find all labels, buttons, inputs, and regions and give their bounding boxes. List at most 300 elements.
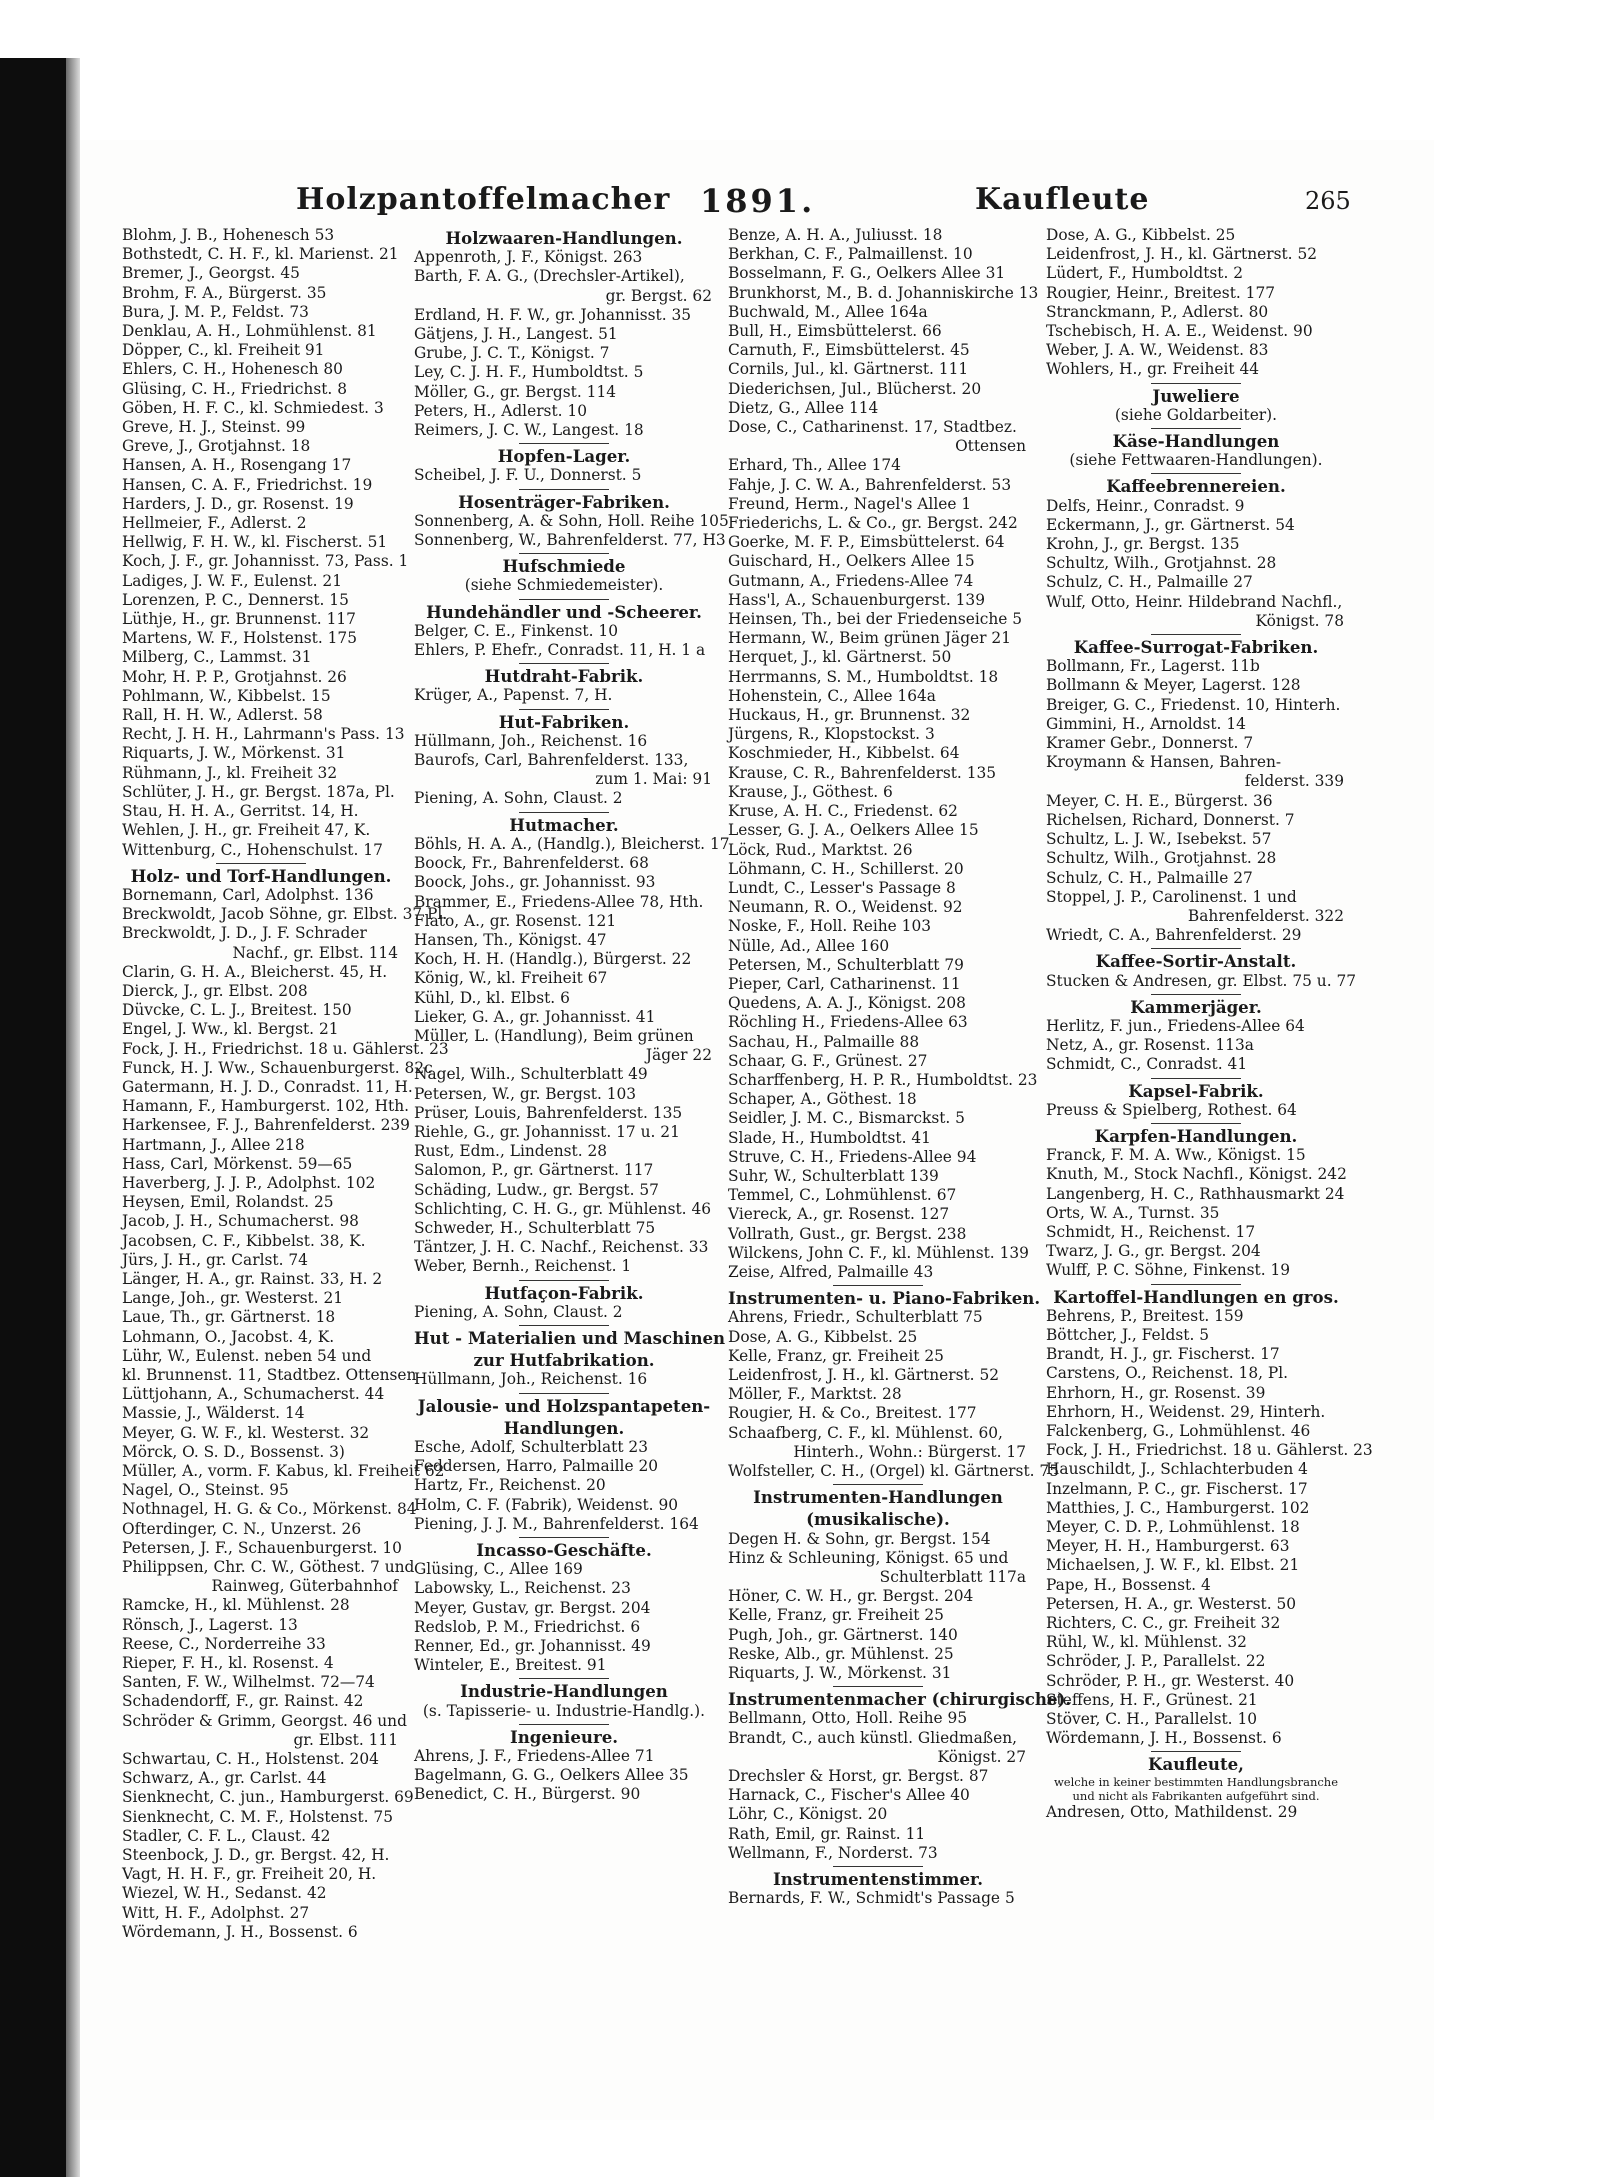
directory-entry: Fock, J. H., Friedrichst. 18 u. Gählerst. 23 bbox=[1046, 1441, 1373, 1460]
directory-entry: Breckwoldt, J. D., J. F. Schrader bbox=[122, 924, 367, 943]
directory-entry: Riquarts, J. W., Mörkenst. 31 bbox=[728, 1664, 952, 1683]
directory-entry: Vagt, H. H. F., gr. Freiheit 20, H. bbox=[122, 1865, 377, 1884]
directory-entry: Degen H. & Sohn, gr. Bergst. 154 bbox=[728, 1529, 991, 1548]
directory-entry: Kroymann & Hansen, Bahren- bbox=[1046, 753, 1282, 772]
section-note: (s. Tapisserie- u. Industrie-Handlg.). bbox=[422, 1701, 706, 1720]
entry-continuation: zum 1. Mai: 91 bbox=[595, 770, 712, 789]
directory-entry: Hüllmann, Joh., Reichenst. 16 bbox=[414, 731, 648, 750]
directory-entry: Lüthje, H., gr. Brunnenst. 117 bbox=[122, 610, 356, 629]
directory-entry: Herquet, J., kl. Gärtnerst. 50 bbox=[728, 648, 952, 667]
directory-entry: Quedens, A. A. J., Königst. 208 bbox=[728, 994, 966, 1013]
entry-continuation: Jäger 22 bbox=[645, 1046, 712, 1065]
directory-entry: Düvcke, C. L. J., Breitest. 150 bbox=[122, 1001, 352, 1020]
entry-continuation: kl. Brunnenst. 11, Stadtbez. Ottensen bbox=[122, 1365, 417, 1384]
directory-entry: Harkensee, F. J., Bahrenfelderst. 239 bbox=[122, 1116, 410, 1135]
directory-entry: Schaper, A., Göthest. 18 bbox=[728, 1090, 917, 1109]
directory-entry: Kramer Gebr., Donnerst. 7 bbox=[1046, 734, 1254, 753]
directory-entry: Berkhan, C. F., Palmaillenst. 10 bbox=[728, 245, 973, 264]
directory-entry: Brandt, H. J., gr. Fischerst. 17 bbox=[1046, 1345, 1280, 1364]
directory-entry: Länger, H. A., gr. Rainst. 33, H. 2 bbox=[122, 1269, 383, 1288]
header-year: 1891. bbox=[700, 182, 816, 220]
directory-entry: Richelsen, Richard, Donnerst. 7 bbox=[1046, 810, 1295, 829]
section-rule bbox=[519, 709, 609, 710]
directory-entry: Rust, Edm., Lindenst. 28 bbox=[414, 1142, 608, 1161]
directory-entry: Hass, Carl, Mörkenst. 59—65 bbox=[122, 1154, 353, 1173]
directory-entry: Buchwald, M., Allee 164a bbox=[728, 302, 928, 321]
directory-entry: Fahje, J. C. W. A., Bahrenfelderst. 53 bbox=[728, 475, 1012, 494]
section-rule bbox=[1151, 634, 1241, 635]
section-heading: Hut - Materialien und Maschinen bbox=[414, 1327, 726, 1348]
directory-entry: Löhmann, C. H., Schillerst. 20 bbox=[728, 859, 964, 878]
directory-entry: Wolfsteller, C. H., (Orgel) kl. Gärtnerst. 75 bbox=[728, 1462, 1059, 1480]
directory-entry: Fock, J. H., Friedrichst. 18 u. Gählerst. 23 bbox=[122, 1039, 449, 1058]
directory-entry: Kühl, D., kl. Elbst. 6 bbox=[414, 988, 570, 1007]
directory-entry: Harders, J. D., gr. Rosenst. 19 bbox=[122, 494, 354, 513]
directory-entry: Twarz, J. G., gr. Bergst. 204 bbox=[1046, 1242, 1261, 1261]
directory-entry: Breiger, G. C., Friedenst. 10, Hinterh. bbox=[1046, 695, 1341, 714]
section-heading: Kaufleute, bbox=[1148, 1754, 1244, 1775]
directory-entry: Koch, H. H. (Handlg.), Bürgerst. 22 bbox=[414, 950, 692, 969]
directory-entry: Hermann, W., Beim grünen Jäger 21 bbox=[728, 629, 1011, 648]
directory-entry: Schwartau, C. H., Holstenst. 204 bbox=[122, 1750, 379, 1769]
directory-entry: Schröder, J. P., Parallelst. 22 bbox=[1046, 1652, 1266, 1671]
directory-entry: Salomon, P., gr. Gärtnerst. 117 bbox=[414, 1161, 654, 1180]
section-rule bbox=[519, 1325, 609, 1326]
section-heading: Instrumentenstimmer. bbox=[772, 1869, 984, 1890]
directory-entry: Reese, C., Norderreihe 33 bbox=[122, 1634, 326, 1653]
directory-entry: Ahrens, Friedr., Schulterblatt 75 bbox=[728, 1308, 983, 1327]
directory-entry: Andresen, Otto, Mathildenst. 29 bbox=[1046, 1802, 1298, 1821]
directory-entry: Eckermann, J., gr. Gärtnerst. 54 bbox=[1046, 515, 1295, 534]
directory-entry: Seidler, J. M. C., Bismarckst. 5 bbox=[728, 1109, 965, 1128]
directory-entry: Drechsler & Horst, gr. Bergst. 87 bbox=[728, 1767, 989, 1786]
directory-entry: Martens, W. F., Holstenst. 175 bbox=[122, 629, 358, 648]
section-heading: Hosenträger-Fabriken. bbox=[458, 491, 670, 512]
directory-entry: Dietz, G., Allee 114 bbox=[728, 398, 879, 417]
directory-entry: Esche, Adolf, Schulterblatt 23 bbox=[414, 1437, 649, 1456]
section-note: und nicht als Fabrikanten aufgeführt sind. bbox=[1072, 1788, 1320, 1803]
section-rule bbox=[216, 863, 306, 864]
section-rule bbox=[519, 489, 609, 490]
directory-entry: Reimers, J. C. W., Langest. 18 bbox=[414, 421, 644, 440]
directory-entry: Santen, F. W., Wilhelmst. 72—74 bbox=[122, 1673, 375, 1692]
directory-entry: Schwarz, A., gr. Carlst. 44 bbox=[122, 1769, 327, 1788]
directory-entry: Flato, A., gr. Rosenst. 121 bbox=[414, 911, 617, 930]
directory-entry: Nothnagel, H. G. & Co., Mörkenst. 84 bbox=[122, 1500, 417, 1519]
directory-entry: Mörck, O. S. D., Bossenst. 3) bbox=[122, 1442, 345, 1461]
directory-entry: Erdland, H. F. W., gr. Johannisst. 35 bbox=[414, 305, 692, 324]
directory-entry: Carnuth, F., Eimsbüttelerst. 45 bbox=[728, 341, 970, 360]
directory-entry: Michaelsen, J. W. F., kl. Elbst. 21 bbox=[1046, 1556, 1300, 1575]
directory-entry: Greve, J., Grotjahnst. 18 bbox=[122, 437, 311, 456]
section-rule bbox=[519, 812, 609, 813]
directory-entry: Massie, J., Wälderst. 14 bbox=[122, 1404, 305, 1423]
directory-entry: Meyer, C. H. E., Bürgerst. 36 bbox=[1046, 791, 1273, 810]
section-rule bbox=[1151, 473, 1241, 474]
directory-entry: Hellwig, F. H. W., kl. Fischerst. 51 bbox=[122, 533, 388, 552]
directory-entry: Wördemann, J. H., Bossenst. 6 bbox=[1046, 1729, 1282, 1748]
directory-entry: Labowsky, L., Reichenst. 23 bbox=[414, 1579, 631, 1598]
page-number: 265 bbox=[1305, 187, 1351, 215]
directory-entry: Sienknecht, C. M. F., Holstenst. 75 bbox=[122, 1807, 394, 1826]
directory-entry: Weber, Bernh., Reichenst. 1 bbox=[414, 1257, 632, 1276]
directory-entry: Huckaus, H., gr. Brunnenst. 32 bbox=[728, 706, 971, 725]
directory-entry: Schadendorff, F., gr. Rainst. 42 bbox=[122, 1692, 364, 1711]
directory-entry: Wittenburg, C., Hohenschulst. 17 bbox=[122, 840, 383, 859]
entry-continuation: Rainweg, Güterbahnhof bbox=[211, 1577, 398, 1596]
directory-entry: Gätjens, J. H., Langest. 51 bbox=[414, 325, 618, 344]
section-rule bbox=[519, 1537, 609, 1538]
directory-entry: Jacob, J. H., Schumacherst. 98 bbox=[122, 1212, 359, 1231]
header-left-title: Holzpantoffelmacher bbox=[296, 182, 671, 217]
directory-entry: Wördemann, J. H., Bossenst. 6 bbox=[122, 1922, 358, 1941]
directory-entry: Hansen, A. H., Rosengang 17 bbox=[122, 456, 352, 475]
directory-entry: Recht, J. H. H., Lahrmann's Pass. 13 bbox=[122, 725, 405, 744]
directory-entry: Möller, F., Marktst. 28 bbox=[728, 1385, 902, 1404]
directory-entry: Feddersen, Harro, Palmaille 20 bbox=[414, 1457, 659, 1476]
directory-entry: Behrens, P., Breitest. 159 bbox=[1046, 1306, 1244, 1325]
directory-entry: Vollrath, Gust., gr. Bergst. 238 bbox=[728, 1224, 967, 1243]
section-heading: Kartoffel-Handlungen en gros. bbox=[1053, 1286, 1339, 1307]
directory-entry: Reske, Alb., gr. Mühlenst. 25 bbox=[728, 1644, 954, 1663]
section-heading: Ingenieure. bbox=[509, 1726, 619, 1747]
entry-continuation: Ottensen bbox=[955, 437, 1026, 456]
directory-entry: Gatermann, H. J. D., Conradst. 11, H. bbox=[122, 1077, 413, 1096]
directory-entry: Benedict, C. H., Bürgerst. 90 bbox=[414, 1785, 641, 1804]
directory-entry: Sonnenberg, W., Bahrenfelderst. 77, H3 bbox=[414, 531, 726, 550]
directory-entry: Goerke, M. F. P., Eimsbüttelerst. 64 bbox=[728, 533, 1005, 552]
directory-entry: Schulz, C. H., Palmaille 27 bbox=[1046, 868, 1253, 887]
directory-entry: Rühmann, J., kl. Freiheit 32 bbox=[122, 763, 338, 782]
directory-entry: Rieper, F. H., kl. Rosenst. 4 bbox=[122, 1654, 334, 1673]
directory-entry: Meyer, H. H., Hamburgerst. 63 bbox=[1046, 1537, 1290, 1556]
directory-entry: Cornils, Jul., kl. Gärtnerst. 111 bbox=[728, 360, 969, 379]
directory-entry: Wehlen, J. H., gr. Freiheit 47, K. bbox=[122, 821, 371, 840]
section-heading: Hundehändler und -Scheerer. bbox=[426, 601, 702, 622]
entry-continuation: Nachf., gr. Elbst. 114 bbox=[232, 943, 398, 962]
section-heading: Industrie-Handlungen bbox=[460, 1681, 668, 1702]
section-rule bbox=[1151, 948, 1241, 949]
section-rule bbox=[1151, 428, 1241, 429]
section-heading: Hopfen-Lager. bbox=[497, 446, 631, 467]
directory-column-1 bbox=[122, 226, 449, 1942]
directory-entry: Pohlmann, W., Kibbelst. 15 bbox=[122, 686, 331, 705]
directory-entry: Lüdert, F., Humboldtst. 2 bbox=[1046, 264, 1244, 283]
directory-entry: Göben, H. F. C., kl. Schmiedest. 3 bbox=[122, 398, 384, 417]
directory-entry: Jürgens, R., Klopstockst. 3 bbox=[728, 725, 935, 744]
directory-entry: Löhr, C., Königst. 20 bbox=[728, 1805, 888, 1824]
directory-entry: Bull, H., Eimsbüttelerst. 66 bbox=[728, 322, 942, 341]
directory-entry: Renner, Ed., gr. Johannisst. 49 bbox=[414, 1637, 651, 1656]
section-rule bbox=[519, 553, 609, 554]
section-rule bbox=[1151, 994, 1241, 995]
section-heading: Incasso-Geschäfte. bbox=[476, 1540, 652, 1560]
directory-entry: Benze, A. H. A., Juliusst. 18 bbox=[728, 226, 943, 244]
directory-entry: Winteler, E., Breitest. 91 bbox=[414, 1656, 607, 1675]
directory-entry: Piening, A. Sohn, Claust. 2 bbox=[414, 1302, 623, 1321]
directory-entry: Hamann, F., Hamburgerst. 102, Hth. bbox=[122, 1097, 410, 1116]
directory-entry: Schaafberg, C. F., kl. Mühlenst. 60, bbox=[728, 1423, 1003, 1442]
section-heading: Jalousie- und Holzspantapeten- bbox=[417, 1395, 711, 1416]
directory-entry: Wiezel, W. H., Sedanst. 42 bbox=[122, 1884, 327, 1903]
directory-entry: Baurofs, Carl, Bahrenfelderst. 133, bbox=[414, 751, 689, 770]
directory-entry: Hinz & Schleuning, Königst. 65 und bbox=[728, 1548, 1009, 1567]
directory-entry: Diederichsen, Jul., Blücherst. 20 bbox=[728, 379, 982, 398]
entry-continuation: Bahrenfelderst. 322 bbox=[1187, 906, 1344, 925]
directory-entry: Hartmann, J., Allee 218 bbox=[122, 1135, 305, 1154]
directory-entry: Hass'l, A., Schauenburgerst. 139 bbox=[728, 590, 985, 609]
directory-entry: Appenroth, J. F., Königst. 263 bbox=[414, 248, 643, 267]
directory-entry: Schulz, C. H., Palmaille 27 bbox=[1046, 573, 1253, 592]
directory-entry: Steenbock, J. D., gr. Bergst. 42, H. bbox=[122, 1846, 390, 1865]
section-heading: Hutdraht-Fabrik. bbox=[484, 666, 644, 687]
section-heading: Handlungen. bbox=[503, 1417, 625, 1438]
entry-continuation: felderst. 339 bbox=[1244, 772, 1344, 791]
directory-entry: Preuss & Spielberg, Rothest. 64 bbox=[1046, 1100, 1297, 1119]
section-heading: Hutfaçon-Fabrik. bbox=[484, 1282, 644, 1303]
directory-entry: Breckwoldt, Jacob Söhne, gr. Elbst. 37 Pl. bbox=[122, 905, 448, 924]
directory-entry: Blohm, J. B., Hohenesch 53 bbox=[122, 226, 335, 244]
header-right-title: Kaufleute bbox=[975, 182, 1150, 217]
directory-entry: Schultz, Wilh., Grotjahnst. 28 bbox=[1046, 554, 1277, 573]
directory-entry: Nagel, Wilh., Schulterblatt 49 bbox=[414, 1065, 648, 1084]
directory-entry: Steffens, H. F., Grünest. 21 bbox=[1046, 1690, 1258, 1709]
directory-entry: Franck, F. M. A. Ww., Königst. 15 bbox=[1046, 1146, 1306, 1165]
directory-entry: Redslob, P. M., Friedrichst. 6 bbox=[414, 1617, 641, 1636]
directory-entry: Rall, H. H. W., Adlerst. 58 bbox=[122, 706, 323, 725]
directory-entry: Peters, H., Adlerst. 10 bbox=[414, 401, 588, 420]
directory-entry: Scheibel, J. F. U., Donnerst. 5 bbox=[414, 466, 642, 485]
directory-entry: Riquarts, J. W., Mörkenst. 31 bbox=[122, 744, 346, 763]
directory-entry: Heysen, Emil, Rolandst. 25 bbox=[122, 1193, 334, 1212]
directory-entry: Knuth, M., Stock Nachfl., Königst. 242 bbox=[1046, 1165, 1347, 1184]
directory-entry: Petersen, M., Schulterblatt 79 bbox=[728, 955, 964, 974]
directory-entry: Ehrhorn, H., Weidenst. 29, Hinterh. bbox=[1046, 1402, 1326, 1421]
section-rule bbox=[519, 599, 609, 600]
directory-entry: Schweder, H., Schulterblatt 75 bbox=[414, 1218, 656, 1237]
directory-entry: Schultz, Wilh., Grotjahnst. 28 bbox=[1046, 849, 1277, 868]
directory-entry: Glüsing, C., Allee 169 bbox=[414, 1560, 583, 1579]
directory-entry: Riehle, G., gr. Johannisst. 17 u. 21 bbox=[414, 1122, 680, 1141]
directory-entry: Philippsen, Chr. C. W., Göthest. 7 und bbox=[122, 1558, 415, 1577]
directory-entry: Löck, Rud., Marktst. 26 bbox=[728, 840, 913, 859]
section-heading: Hufschmiede bbox=[502, 556, 626, 577]
directory-entry: Lühr, W., Eulenst. neben 54 und bbox=[122, 1346, 372, 1365]
directory-entry: Herrmanns, S. M., Humboldtst. 18 bbox=[728, 667, 999, 686]
directory-entry: Hartz, Fr., Reichenst. 20 bbox=[414, 1476, 606, 1495]
directory-entry: Lange, Joh., gr. Westerst. 21 bbox=[122, 1289, 344, 1308]
directory-entry: Wohlers, H., gr. Freiheit 44 bbox=[1046, 360, 1260, 379]
section-rule bbox=[833, 1686, 923, 1687]
directory-entry: Hansen, C. A. F., Friedrichst. 19 bbox=[122, 475, 373, 494]
section-heading: Juweliere bbox=[1152, 385, 1240, 406]
directory-entry: Ahrens, J. F., Friedens-Allee 71 bbox=[414, 1747, 655, 1766]
directory-entry: Langenberg, H. C., Rathhausmarkt 24 bbox=[1046, 1184, 1345, 1203]
directory-entry: Orts, W. A., Turnst. 35 bbox=[1046, 1203, 1220, 1222]
directory-entry: Bellmann, Otto, Holl. Reihe 95 bbox=[728, 1709, 968, 1728]
entry-continuation: Königst. 27 bbox=[937, 1747, 1026, 1766]
directory-entry: Wulff, P. C. Söhne, Finkenst. 19 bbox=[1046, 1261, 1291, 1280]
directory-entry: Pugh, Joh., gr. Gärtnerst. 140 bbox=[728, 1625, 958, 1644]
book-binding-shadow bbox=[0, 58, 66, 2177]
directory-entry: Lüttjohann, A., Schumacherst. 44 bbox=[122, 1385, 385, 1404]
directory-entry: Noske, F., Holl. Reihe 103 bbox=[728, 917, 932, 936]
directory-entry: Ehrhorn, H., gr. Rosenst. 39 bbox=[1046, 1383, 1266, 1402]
directory-entry: Bura, J. M. P., Feldst. 73 bbox=[122, 302, 309, 321]
directory-entry: Stoppel, J. P., Carolinenst. 1 und bbox=[1046, 887, 1297, 906]
directory-entry: Richters, C. C., gr. Freiheit 32 bbox=[1046, 1614, 1281, 1633]
section-heading: Instrumentenmacher (chirurgische). bbox=[728, 1689, 1072, 1710]
entry-continuation: Schulterblatt 117a bbox=[879, 1568, 1026, 1587]
directory-entry: Müller, A., vorm. F. Kabus, kl. Freiheit 62 bbox=[122, 1462, 445, 1480]
directory-entry: Weber, J. A. W., Weidenst. 83 bbox=[1046, 341, 1269, 360]
directory-entry: Lorenzen, P. C., Dennerst. 15 bbox=[122, 590, 349, 609]
section-heading: (musikalische). bbox=[806, 1509, 950, 1530]
directory-entry: Gutmann, A., Friedens-Allee 74 bbox=[728, 571, 974, 590]
directory-entry: Pape, H., Bossenst. 4 bbox=[1046, 1575, 1211, 1594]
directory-entry: Milberg, C., Lammst. 31 bbox=[122, 648, 312, 667]
directory-entry: Netz, A., gr. Rosenst. 113a bbox=[1046, 1036, 1254, 1055]
directory-entry: Brohm, F. A., Bürgerst. 35 bbox=[122, 283, 327, 302]
directory-entry: Jacobsen, C. F., Kibbelst. 38, K. bbox=[122, 1231, 366, 1250]
directory-column-3 bbox=[728, 226, 1072, 1908]
directory-entry: Stöver, C. H., Parallelst. 10 bbox=[1046, 1710, 1258, 1729]
directory-entry: Schröder & Grimm, Georgst. 46 und bbox=[122, 1711, 407, 1730]
directory-entry: Lieker, G. A., gr. Johannisst. 41 bbox=[414, 1007, 656, 1026]
directory-entry: Dose, A. G., Kibbelst. 25 bbox=[728, 1327, 918, 1346]
directory-entry: Leidenfrost, J. H., kl. Gärtnerst. 52 bbox=[1046, 245, 1318, 264]
section-heading: Kammerjäger. bbox=[1130, 996, 1262, 1017]
directory-entry: Rougier, H. & Co., Breitest. 177 bbox=[728, 1404, 977, 1423]
directory-entry: Ley, C. J. H. F., Humboldtst. 5 bbox=[414, 363, 644, 382]
directory-entry: Nagel, O., Steinst. 95 bbox=[122, 1481, 289, 1500]
directory-entry: Röchling H., Friedens-Allee 63 bbox=[728, 1013, 968, 1032]
directory-entry: Haverberg, J. J. P., Adolphst. 102 bbox=[122, 1173, 376, 1192]
directory-entry: Brammer, E., Friedens-Allee 78, Hth. bbox=[414, 892, 704, 911]
directory-entry: Nülle, Ad., Allee 160 bbox=[728, 936, 890, 955]
directory-entry: Hellmeier, F., Adlerst. 2 bbox=[122, 514, 307, 533]
section-heading: Käse-Handlungen bbox=[1112, 431, 1280, 452]
directory-entry: Schröder, P. H., gr. Westerst. 40 bbox=[1046, 1671, 1295, 1690]
section-rule bbox=[1151, 1123, 1241, 1124]
section-rule bbox=[833, 1285, 923, 1286]
directory-entry: Bollmann, Fr., Lagerst. 11b bbox=[1046, 657, 1260, 676]
directory-entry: Meyer, C. D. P., Lohmühlenst. 18 bbox=[1046, 1518, 1300, 1536]
directory-entry: Stranckmann, P., Adlerst. 80 bbox=[1046, 302, 1269, 321]
directory-entry: Rühl, W., kl. Mühlenst. 32 bbox=[1046, 1633, 1247, 1652]
running-header bbox=[100, 182, 1351, 222]
section-heading: zur Hutfabrikation. bbox=[473, 1350, 655, 1371]
entry-continuation: gr. Bergst. 62 bbox=[605, 286, 712, 305]
directory-entry: Engel, J. Ww., kl. Bergst. 21 bbox=[122, 1020, 339, 1039]
directory-entry: Böhls, H. A. A., (Handlg.), Bleicherst. 17 bbox=[414, 834, 730, 853]
entry-continuation: Königst. 78 bbox=[1255, 611, 1344, 630]
directory-entry: Bothstedt, C. H. F., kl. Marienst. 21 bbox=[122, 245, 399, 264]
directory-entry: Bagelmann, G. G., Oelkers Allee 35 bbox=[414, 1766, 689, 1785]
section-heading: Hutmacher. bbox=[509, 814, 619, 835]
section-heading: Kaffeebrennereien. bbox=[1106, 476, 1286, 497]
directory-entry: Rougier, Heinr., Breitest. 177 bbox=[1046, 283, 1276, 302]
section-heading: Instrumenten- u. Piano-Fabriken. bbox=[728, 1288, 1041, 1309]
directory-entry: Brunkhorst, M., B. d. Johanniskirche 13 bbox=[728, 283, 1039, 302]
directory-entry: Hansen, Th., Königst. 47 bbox=[414, 930, 607, 949]
directory-entry: Hauschildt, J., Schlachterbuden 4 bbox=[1046, 1460, 1308, 1479]
directory-entry: Lundt, C., Lesser's Passage 8 bbox=[728, 878, 956, 897]
directory-entry: Carstens, O., Reichenst. 18, Pl. bbox=[1046, 1364, 1289, 1383]
directory-entry: Friederichs, L. & Co., gr. Bergst. 242 bbox=[728, 514, 1018, 533]
directory-entry: Slade, H., Humboldtst. 41 bbox=[728, 1128, 931, 1147]
directory-entry: Barth, F. A. G., (Drechsler-Artikel), bbox=[414, 267, 685, 286]
directory-entry: Freund, Herm., Nagel's Allee 1 bbox=[728, 494, 972, 513]
section-heading: Holz- und Torf-Handlungen. bbox=[130, 865, 392, 886]
directory-entry: Schlüter, J. H., gr. Bergst. 187a, Pl. bbox=[122, 782, 395, 801]
directory-entry: Jürs, J. H., gr. Carlst. 74 bbox=[122, 1250, 308, 1269]
section-rule bbox=[519, 663, 609, 664]
section-heading: Hut-Fabriken. bbox=[498, 711, 630, 732]
directory-entry: Temmel, C., Lohmühlenst. 67 bbox=[728, 1186, 957, 1205]
entry-continuation: Hinterh., Wohn.: Bürgerst. 17 bbox=[793, 1442, 1026, 1461]
directory-entry: Wulf, Otto, Heinr. Hildebrand Nachfl., bbox=[1046, 592, 1343, 611]
directory-entry: Krüger, A., Papenst. 7, H. bbox=[414, 686, 613, 705]
directory-entry: Brandt, C., auch künstl. Gliedmaßen, bbox=[728, 1728, 1017, 1747]
directory-entry: Guischard, H., Oelkers Allee 15 bbox=[728, 552, 975, 571]
directory-entry: Leidenfrost, J. H., kl. Gärtnerst. 52 bbox=[728, 1365, 1000, 1384]
directory-entry: Schlichting, C. H. G., gr. Mühlenst. 46 bbox=[414, 1199, 712, 1218]
directory-entry: Glüsing, C. H., Friedrichst. 8 bbox=[122, 379, 347, 398]
directory-entry: Ehlers, C. H., Hohenesch 80 bbox=[122, 360, 343, 379]
directory-entry: Clarin, G. H. A., Bleicherst. 45, H. bbox=[122, 962, 388, 981]
directory-entry: Bollmann & Meyer, Lagerst. 128 bbox=[1046, 676, 1301, 695]
entry-continuation: gr. Elbst. 111 bbox=[293, 1730, 398, 1749]
section-heading: Karpfen-Handlungen. bbox=[1094, 1125, 1298, 1146]
directory-entry: Bremer, J., Georgst. 45 bbox=[122, 264, 300, 283]
directory-entry: Meyer, Gustav, gr. Bergst. 204 bbox=[414, 1598, 651, 1617]
section-heading: Instrumenten-Handlungen bbox=[753, 1487, 1003, 1508]
directory-entry: Kelle, Franz, gr. Freiheit 25 bbox=[728, 1606, 944, 1625]
section-rule bbox=[519, 443, 609, 444]
directory-entry: Hohenstein, C., Allee 164a bbox=[728, 686, 936, 705]
directory-entry: Ofterdinger, C. N., Unzerst. 26 bbox=[122, 1519, 362, 1538]
section-rule bbox=[519, 1393, 609, 1394]
section-rule bbox=[1151, 383, 1241, 384]
directory-entry: Sachau, H., Palmaille 88 bbox=[728, 1032, 920, 1051]
directory-entry: Inzelmann, P. C., gr. Fischerst. 17 bbox=[1046, 1479, 1308, 1498]
directory-entry: Belger, C. E., Finkenst. 10 bbox=[414, 621, 618, 640]
directory-entry: Bernards, F. W., Schmidt's Passage 5 bbox=[728, 1889, 1015, 1908]
directory-entry: Meyer, G. W. F., kl. Westerst. 32 bbox=[122, 1423, 370, 1442]
binding-edge bbox=[66, 58, 80, 2177]
directory-entry: Boock, Fr., Bahrenfelderst. 68 bbox=[414, 854, 649, 873]
section-rule bbox=[519, 1280, 609, 1281]
directory-entry: Tschebisch, H. A. E., Weidenst. 90 bbox=[1046, 322, 1313, 341]
directory-entry: Delfs, Heinr., Conradst. 9 bbox=[1046, 496, 1245, 515]
directory-entry: Krause, C. R., Bahrenfelderst. 135 bbox=[728, 763, 997, 782]
section-note: welche in keiner bestimmten Handlungsbranche bbox=[1053, 1774, 1339, 1789]
directory-entry: Ehlers, P. Ehefr., Conradst. 11, H. 1 a bbox=[414, 641, 706, 660]
section-rule bbox=[519, 1724, 609, 1725]
directory-entry: Krause, J., Göthest. 6 bbox=[728, 782, 893, 801]
directory-entry: Witt, H. F., Adolphst. 27 bbox=[122, 1903, 310, 1922]
directory-entry: Petersen, H. A., gr. Westerst. 50 bbox=[1046, 1594, 1297, 1613]
section-note: (siehe Schmiedemeister). bbox=[464, 576, 664, 595]
directory-entry: Erhard, Th., Allee 174 bbox=[728, 456, 901, 475]
section-heading: Kaffee-Surrogat-Fabriken. bbox=[1073, 637, 1319, 658]
directory-entry: Suhr, W., Schulterblatt 139 bbox=[728, 1166, 939, 1185]
directory-entry: Petersen, J. F., Schauenburgerst. 10 bbox=[122, 1538, 402, 1557]
directory-entry: Holm, C. F. (Fabrik), Weidenst. 90 bbox=[414, 1495, 679, 1514]
directory-entry: Mohr, H. P. P., Grotjahnst. 26 bbox=[122, 667, 347, 686]
directory-entry: Kruse, A. H. C., Friedenst. 62 bbox=[728, 802, 958, 821]
